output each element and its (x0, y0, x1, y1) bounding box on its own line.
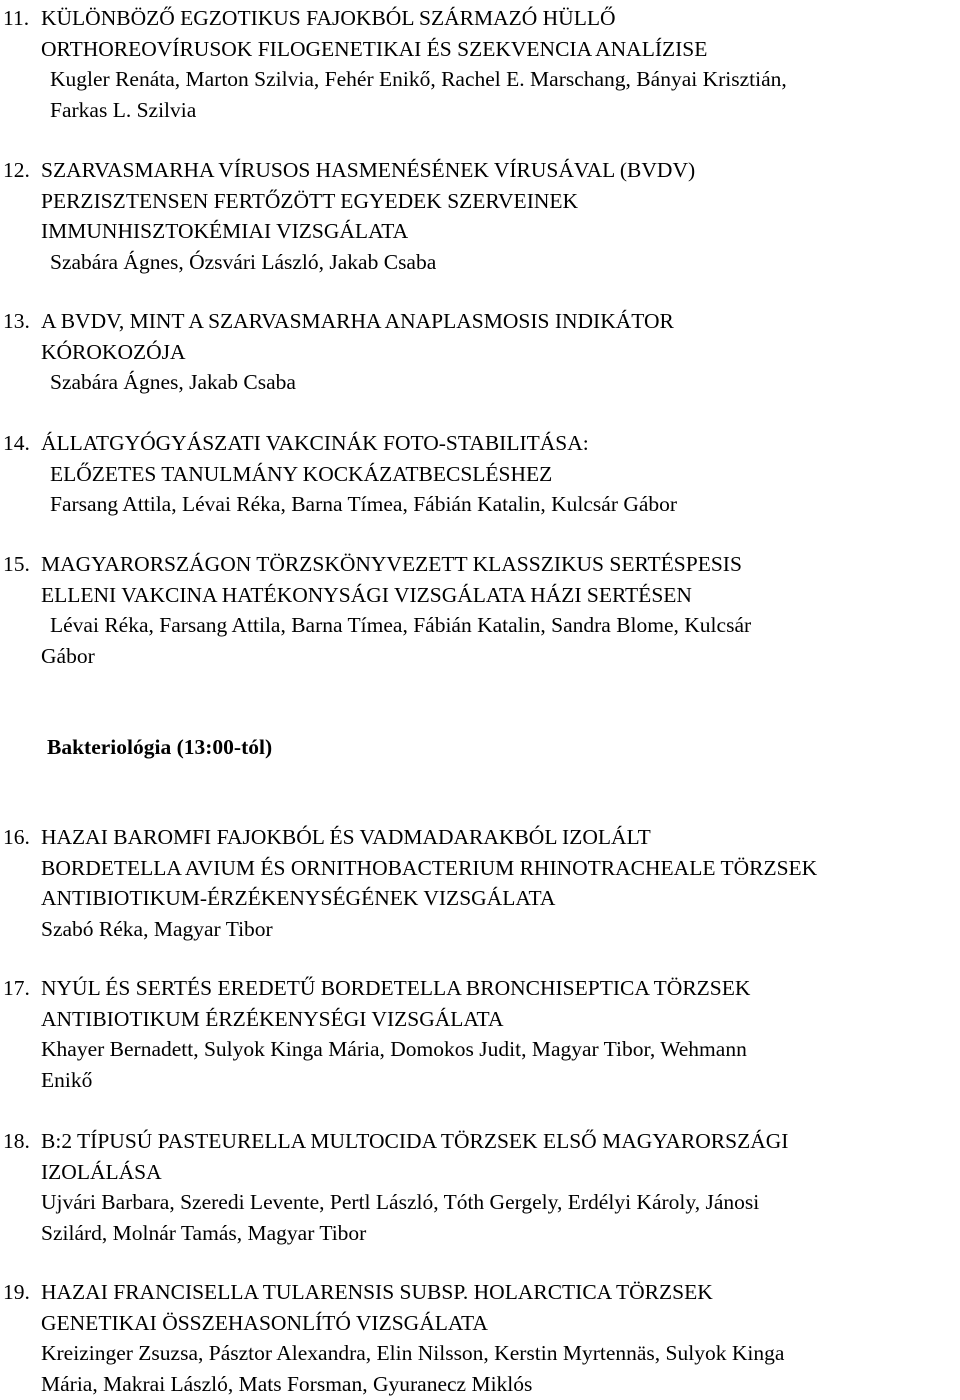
entry-title-line: IZOLÁLÁSA (41, 1159, 162, 1184)
entry-title-line: ANTIBIOTIKUM-ÉRZÉKENYSÉGÉNEK VIZSGÁLATA (41, 886, 556, 910)
entry-authors: Ujvári Barbara, Szeredi Levente, Pertl László, Tóth Gergely, Erdélyi Károly, Jánosi (41, 1190, 760, 1214)
entry-title-line: ORTHOREOVÍRUSOK FILOGENETIKAI ÉS SZEKVENCIA ANALÍZISE (41, 36, 708, 61)
entry-title-line: 11. KÜLÖNBÖZŐ EGZOTIKUS FAJOKBÓL SZÁRMAZÓ HÜLLŐ (3, 3, 953, 34)
entry-number: 13. (3, 309, 30, 333)
entry-title-line: GENETIKAI ÖSSZEHASONLÍTÓ VIZSGÁLATA (41, 1310, 488, 1335)
entry-16 (3, 822, 953, 944)
entry-title-line: 17. NYÚL ÉS SERTÉS EREDETŰ BORDETELLA BRONCHISEPTICA TÖRZSEK (3, 973, 953, 1004)
entry-number: 12. (3, 158, 30, 182)
entry-number: 14. (3, 431, 30, 455)
entry-authors: Mária, Makrai László, Mats Forsman, Gyuranecz Miklós (41, 1371, 533, 1396)
entry-authors: Kugler Renáta, Marton Szilvia, Fehér Enikő, Rachel E. Marschang, Bányai Krisztián, (50, 67, 787, 91)
entry-title-line: 15. MAGYARORSZÁGON TÖRZSKÖNYVEZETT KLASSZIKUS SERTÉSPESIS (3, 549, 953, 580)
entry-title-line: 19. HAZAI FRANCISELLA TULARENSIS SUBSP. HOLARCTICA TÖRZSEK (3, 1277, 953, 1308)
entry-title-line: ELŐZETES TANULMÁNY KOCKÁZATBECSLÉSHEZ (50, 461, 553, 486)
entry-17 (3, 973, 953, 1095)
entry-number: 19. (3, 1280, 30, 1304)
entry-title-line: 12. SZARVASMARHA VÍRUSOS HASMENÉSÉNEK VÍRUSÁVAL (BVDV) (3, 155, 953, 186)
entry-title-line: 18. B:2 TÍPUSÚ PASTEURELLA MULTOCIDA TÖRZSEK ELSŐ MAGYARORSZÁGI (3, 1126, 953, 1157)
entry-title-line: 16. HAZAI BAROMFI FAJOKBÓL ÉS VADMADARAKBÓL IZOLÁLT (3, 822, 953, 853)
entry-15 (3, 549, 953, 671)
entry-authors: Khayer Bernadett, Sulyok Kinga Mária, Domokos Judit, Magyar Tibor, Wehmann (41, 1037, 747, 1061)
section-heading: Bakteriológia (13:00-tól) (47, 735, 273, 759)
entry-title-line: BORDETELLA AVIUM ÉS ORNITHOBACTERIUM RHINOTRACHEALE TÖRZSEK (41, 855, 818, 880)
entry-title-line: ANTIBIOTIKUM ÉRZÉKENYSÉGI VIZSGÁLATA (41, 1006, 504, 1031)
entry-authors: Szabó Réka, Magyar Tibor (41, 916, 273, 941)
entry-14 (3, 428, 953, 520)
entry-number: 11. (3, 6, 30, 30)
entry-authors: Kreizinger Zsuzsa, Pásztor Alexandra, Elin Nilsson, Kerstin Myrtennäs, Sulyok Kinga (41, 1341, 785, 1365)
entry-authors: Lévai Réka, Farsang Attila, Barna Tímea, Fábián Katalin, Sandra Blome, Kulcsár (50, 613, 752, 637)
entry-title-line: KÓROKOZÓJA (41, 339, 186, 364)
entry-authors: Szabára Ágnes, Ózsvári László, Jakab Csaba (50, 249, 437, 274)
entry-authors: Farsang Attila, Lévai Réka, Barna Tímea, Fábián Katalin, Kulcsár Gábor (50, 492, 678, 516)
entry-authors: Szilárd, Molnár Tamás, Magyar Tibor (41, 1220, 367, 1245)
entry-12 (3, 155, 953, 277)
entry-authors: Enikő (41, 1067, 93, 1092)
entry-13 (3, 306, 953, 398)
entry-title-line: ELLENI VAKCINA HATÉKONYSÁGI VIZSGÁLATA HÁZI SERTÉSEN (41, 582, 692, 607)
entry-authors: Gábor (41, 643, 95, 668)
entry-number: 16. (3, 825, 30, 849)
entry-number: 18. (3, 1129, 30, 1153)
entry-authors: Szabára Ágnes, Jakab Csaba (50, 370, 296, 394)
entry-18 (3, 1126, 953, 1248)
entry-title-line: 13. A BVDV, MINT A SZARVASMARHA ANAPLASMOSIS INDIKÁTOR (3, 306, 953, 337)
entry-number: 15. (3, 552, 30, 576)
entry-11 (3, 3, 953, 125)
entry-title-line: PERZISZTENSEN FERTŐZÖTT EGYEDEK SZERVEINEK (41, 188, 579, 213)
entry-19 (3, 1277, 953, 1399)
entry-authors: Farkas L. Szilvia (50, 97, 197, 122)
entry-title-line: IMMUNHISZTOKÉMIAI VIZSGÁLATA (41, 219, 409, 243)
entry-number: 17. (3, 976, 30, 1000)
entry-title-line: 14. ÁLLATGYÓGYÁSZATI VAKCINÁK FOTO-STABILITÁSA: (3, 428, 953, 459)
